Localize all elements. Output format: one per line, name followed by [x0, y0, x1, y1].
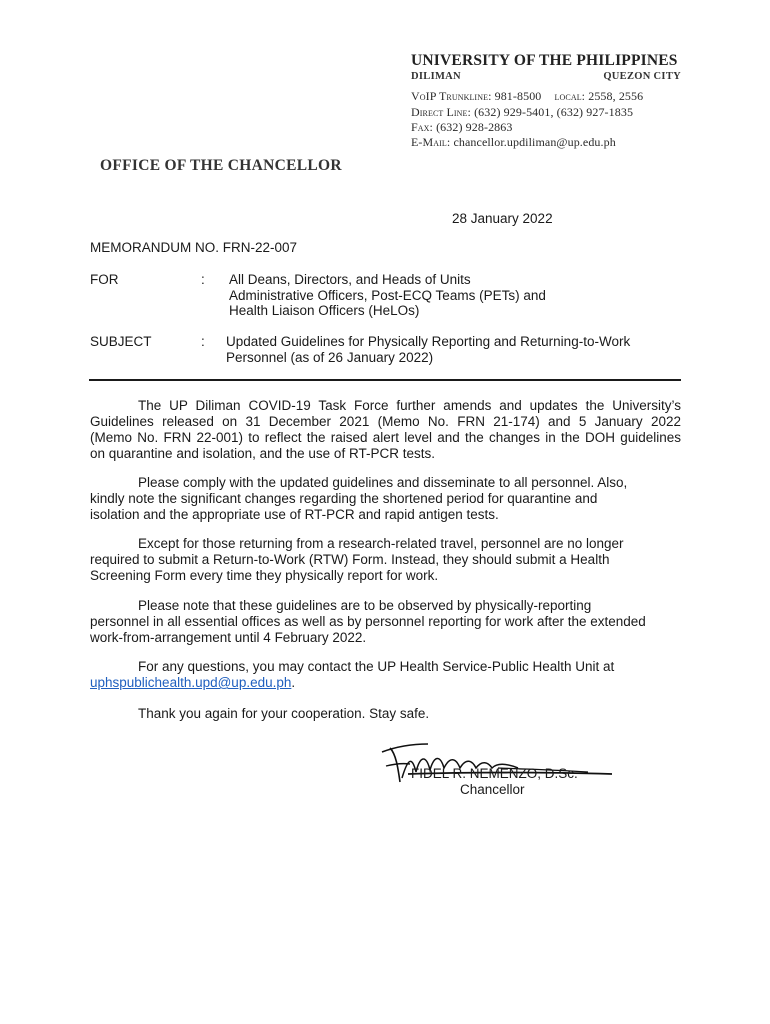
- paragraph-1: [90, 398, 681, 462]
- paragraph-line: on quarantine and isolation, and the use of RT-PCR tests.: [90, 446, 435, 461]
- paragraph-6: [90, 706, 681, 722]
- email-label: E-Mail:: [411, 135, 451, 149]
- closing-line: Thank you again for your cooperation. Stay safe.: [138, 706, 430, 721]
- paragraph-line: (Memo No. FRN 22-001) to reflect the raised alert level and the changes in the DOH guidelines: [90, 430, 681, 445]
- paragraph-line: personnel in all essential offices as well as by personnel reporting for work after the extended: [90, 614, 646, 629]
- email-line: [411, 135, 616, 150]
- memo-date: 28 January 2022: [452, 211, 553, 226]
- campus-row: [411, 71, 681, 85]
- fax-value: (632) 928-2863: [436, 120, 513, 134]
- memo-number: MEMORANDUM NO. FRN-22-007: [90, 240, 298, 255]
- header-divider: [89, 379, 681, 381]
- paragraph-line: kindly note the significant changes regarding the shortened period for quarantine and: [90, 491, 598, 506]
- paragraph-line: For any questions, you may contact the UP Health Service-Public Health Unit at: [138, 659, 615, 674]
- health-unit-email-link[interactable]: uphspublichealth.upd@up.edu.ph: [90, 675, 292, 690]
- paragraph-line: isolation and the appropriate use of RT-PCR and rapid antigen tests.: [90, 507, 499, 522]
- direct-line: [411, 105, 633, 120]
- email-value: chancellor.updiliman@up.edu.ph: [453, 135, 616, 149]
- paragraph-line: Please comply with the updated guidelines and disseminate to all personnel. Also,: [138, 475, 628, 490]
- campus-name: DILIMAN: [411, 71, 461, 82]
- direct-label: Direct Line:: [411, 105, 471, 119]
- campus-city: QUEZON CITY: [603, 71, 681, 82]
- paragraph-line: work-from-arrangement until 4 February 2022.: [90, 630, 367, 645]
- voip-value: 981-8500: [494, 89, 542, 103]
- voip-label: VoIP Trunkline:: [411, 89, 492, 103]
- local-label: local:: [554, 89, 586, 103]
- subject-label: SUBJECT: [90, 334, 152, 349]
- paragraph-line: The UP Diliman COVID-19 Task Force further amends and updates the University’s: [138, 398, 681, 413]
- paragraph-line: Except for those returning from a research-related travel, personnel are no longer: [138, 536, 624, 551]
- signatory-title: Chancellor: [460, 782, 525, 797]
- voip-line: [411, 89, 643, 104]
- paragraph-2: [90, 475, 681, 523]
- direct-value: (632) 929-5401, (632) 927-1835: [474, 105, 634, 119]
- paragraph-3: [90, 536, 681, 584]
- subject-line: Updated Guidelines for Physically Reporting and Returning-to-Work: [226, 334, 631, 349]
- signatory-name: FIDEL R. NEMENZO, D.Sc.: [411, 766, 578, 781]
- paragraph-line: required to submit a Return-to-Work (RTW) Form. Instead, they should submit a Health: [90, 552, 610, 567]
- office-title: OFFICE OF THE CHANCELLOR: [100, 157, 342, 174]
- paragraph-5: [90, 659, 681, 691]
- for-recipient-line: Administrative Officers, Post-ECQ Teams (PETs) and: [229, 288, 546, 303]
- for-recipient-line: Health Liaison Officers (HeLOs): [229, 303, 420, 318]
- for-colon: :: [201, 272, 205, 287]
- subject-line: Personnel (as of 26 January 2022): [226, 350, 434, 365]
- university-name: UNIVERSITY OF THE PHILIPPINES: [411, 52, 678, 69]
- for-recipient-line: All Deans, Directors, and Heads of Units: [229, 272, 471, 287]
- paragraph-line: Please note that these guidelines are to be observed by physically-reporting: [138, 598, 592, 613]
- paragraph-line: [90, 675, 681, 691]
- paragraph-line: Screening Form every time they physically report for work.: [90, 568, 439, 583]
- for-label: FOR: [90, 272, 119, 287]
- paragraph-4: [90, 598, 681, 646]
- paragraph-line: Guidelines released on 31 December 2021 (Memo No. FRN 21-174) and 5 January 2022: [90, 414, 681, 429]
- local-value: 2558, 2556: [588, 89, 644, 103]
- fax-line: [411, 120, 512, 135]
- subject-colon: :: [201, 334, 205, 349]
- sentence-period: .: [291, 675, 296, 690]
- fax-label: Fax:: [411, 120, 433, 134]
